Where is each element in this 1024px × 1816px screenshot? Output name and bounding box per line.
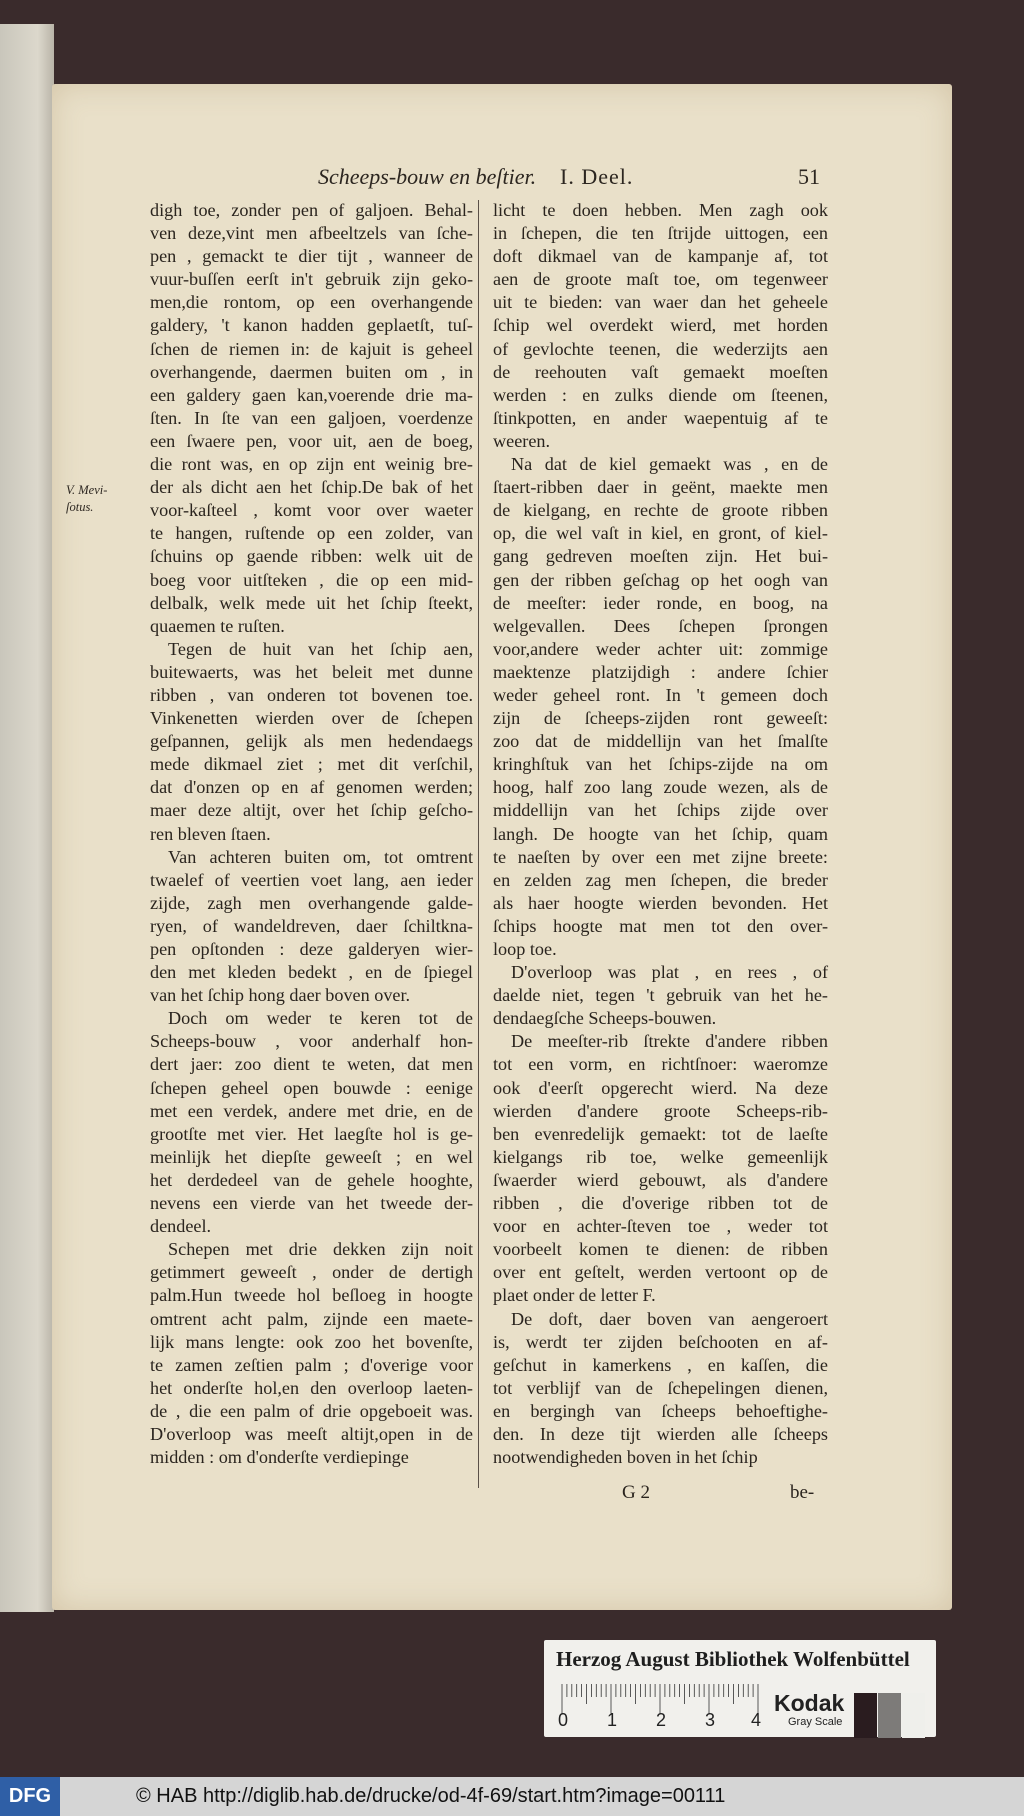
text-line: grootſte met vier. Het laegſte hol is ge- <box>150 1123 473 1144</box>
margin-note <box>66 482 107 516</box>
part-label: I. Deel. <box>560 164 634 189</box>
text-line: ven deze,vint men afbeeltzels van ſche- <box>150 223 473 244</box>
text-line: is, werdt ter zijden beſchooten en af- <box>493 1331 828 1352</box>
text-line: gen der ribben geſchag op het oogh van <box>493 569 828 590</box>
text-line: Van achteren buiten om, tot omtrent <box>168 846 473 867</box>
text-line: galdery, 't kanon hadden geplaetſt, tuſ- <box>150 315 473 336</box>
text-line: den. In deze tijt wierden alle ſcheeps <box>493 1423 828 1444</box>
text-line: ook d'eerſt opgerecht wierd. Na deze <box>493 1077 828 1098</box>
copyright-link[interactable]: © HAB http://diglib.hab.de/drucke/od-4f-69/start.htm?image=00111 <box>136 1785 726 1807</box>
ruler-label: 0 <box>558 1710 569 1730</box>
ruler-label: 1 <box>607 1710 618 1730</box>
gray-swatch-light <box>902 1693 925 1738</box>
signature-mark: G 2 <box>622 1482 650 1503</box>
text-line: mede dikmael ziet ; met dit verſchil, <box>150 754 473 775</box>
text-line: zijde, zagh men overhangende galde- <box>150 892 473 913</box>
text-line: palm.Hun tweede hol beſloeg in hoogte <box>150 1285 473 1306</box>
text-line: van het ſchip hong daer boven over. <box>150 985 411 1006</box>
text-line: den met kleden bedekt , en de ſpiegel <box>150 962 473 983</box>
text-line: lijk mans lengte: ook zoo het bovenſte, <box>150 1331 473 1352</box>
text-line: ribben , van onderen tot bovenen toe. <box>150 684 473 705</box>
text-line: zoo dat de middellijn van het ſmalſte <box>493 731 828 752</box>
text-line: getimmert geweeſt , onder de dertigh <box>150 1262 473 1283</box>
text-line: kielgangs rib toe, welke gemeenlijk <box>493 1146 828 1167</box>
text-line: dat d'onzen op en af genomen werden; <box>150 777 473 798</box>
text-line: quaemen te ruſten. <box>150 615 285 636</box>
text-line: hoog, half zoo lang zoude wezen, als de <box>493 777 828 798</box>
text-column-left <box>150 199 473 1469</box>
running-title: Scheeps-bouw en beſtier. <box>318 164 537 189</box>
text-line: plaet onder de letter F. <box>493 1285 656 1306</box>
catchword: be- <box>790 1482 815 1503</box>
text-line: licht te doen hebben. Men zagh ook <box>493 200 828 220</box>
text-line: uit te bieden: van waer dan het geheele <box>493 292 828 313</box>
text-line: te zamen zeſtien palm ; d'overige voor <box>150 1354 473 1375</box>
text-line: maektenze platzijdigh : andere ſchier <box>493 661 828 682</box>
text-line: Doch om weder te keren tot de <box>168 1008 473 1029</box>
text-line: ryen, of wandeldreven, daer ſchiltkna- <box>150 915 473 936</box>
text-line: ſchip wel overdekt wierd, met horden <box>493 315 828 336</box>
text-line: ſchepen geheel open bouwde : eenige <box>150 1077 473 1098</box>
dfg-logo: DFG <box>0 1777 60 1816</box>
ruler-label: 2 <box>656 1710 667 1730</box>
text-line: te naeſten by over een met zijne breete: <box>493 846 828 867</box>
column-divider <box>478 200 479 1488</box>
text-line: pen , gemackt te dier tijt , wanneer de <box>150 246 473 267</box>
text-line: met een verdek, andere met drie, en de <box>150 1100 473 1121</box>
text-line: overhangende, daermen buiten om , in <box>150 361 473 382</box>
text-line: op, die wel vaſt in kiel, en gront, of kiel- <box>493 523 828 544</box>
text-line: twaelef of veertien voet lang, aen ieder <box>150 869 473 890</box>
text-line: over ent geſtelt, werden vertoont op de <box>493 1262 828 1283</box>
text-line: D'overloop was plat , en rees , of <box>511 962 828 983</box>
text-line: of gevlochte teenen, die wederzijts aen <box>493 338 828 359</box>
text-line: Na dat de kiel gemaekt was , en de <box>511 454 828 475</box>
text-line: men,die rontom, op een overhangende <box>150 292 473 313</box>
text-line: geſchut in kamerkens , en kaſſen, die <box>493 1354 828 1375</box>
text-line: wierden d'andere groote Scheeps-rib- <box>493 1100 828 1121</box>
text-line: voorbeelt komen te dienen: de ribben <box>493 1239 828 1260</box>
text-line: ſchips hoogte mat men tot den over- <box>493 915 828 936</box>
library-name: Herzog August Bibliothek Wolfenbüttel <box>556 1647 910 1671</box>
text-line: daelde niet, tegen 't gebruik van het he- <box>493 985 828 1006</box>
text-line: De meeſter-rib ſtrekte d'andere ribben <box>511 1031 828 1052</box>
text-line: het onderſte hol,en den overloop laeten- <box>150 1377 473 1398</box>
text-line: Tegen de huit van het ſchip aen, <box>168 638 473 659</box>
text-line: tot een vorm, en richtſnoer: waeromze <box>493 1054 828 1075</box>
text-line: ſwaerder wierd gebouwt, als d'andere <box>493 1169 828 1190</box>
text-line: ren bleven ſtaen. <box>150 823 271 844</box>
text-line: maer deze altijt, over het ſchip geſcho- <box>150 800 473 821</box>
text-line: een ſwaere pen, voor uit, aen de boeg, <box>150 430 473 451</box>
text-line: ſchen de riemen in: de kajuit is geheel <box>150 338 473 359</box>
color-calibration-card <box>544 1640 936 1737</box>
text-line: aen de groote maſt toe, om tegenweer <box>493 269 828 290</box>
text-line: als haer hoogte wierden bevonden. Het <box>493 892 828 913</box>
kodak-logo: Kodak <box>774 1690 845 1716</box>
text-line: een galdery gaen kan,voerende drie ma- <box>150 384 473 405</box>
text-line: ſten. In ſte van een galjoen, voerdenze <box>150 407 473 428</box>
text-line: en zelden zag men ſchepen, die breder <box>493 869 828 890</box>
margin-note-line: V. Mevi- <box>66 483 108 497</box>
text-line: zijn de ſcheeps-zijden ront geweeſt: <box>493 708 828 729</box>
text-line: loop toe. <box>493 939 557 959</box>
text-line: geſpannen, gelijk als men hedendaegs <box>150 731 473 752</box>
text-line: midden : om d'onderſte verdiepinge <box>150 1447 409 1468</box>
text-line: te hangen, ruſtende op een zolder, van <box>150 523 473 544</box>
text-line: buitewaerts, was het beleit met dunne <box>150 661 473 682</box>
text-line: welgevallen. Dees ſchepen ſprongen <box>493 615 828 636</box>
text-line: dendaegſche Scheeps-bouwen. <box>493 1008 717 1029</box>
text-line: voor,andere weder achter uit: zommige <box>493 638 828 659</box>
text-line: de , die een palm of drie opgeboeit was. <box>150 1400 473 1421</box>
text-line: boeg voor uitſteken , die op een mid- <box>150 569 473 590</box>
text-line: digh toe, zonder pen of galjoen. Behal- <box>150 200 473 220</box>
text-line: langh. De hoogte van het ſchip, quam <box>493 823 828 844</box>
text-line: ſchuins op gaende ribben: welk uit de <box>150 546 473 567</box>
page-number: 51 <box>798 164 820 189</box>
text-line: Schepen met drie dekken zijn noit <box>168 1239 473 1260</box>
gray-scale-label: Gray Scale <box>788 1716 843 1728</box>
text-line: ribben , die d'overige ribben tot de <box>493 1193 828 1214</box>
text-line: die ront was, en op zijn ent weinig bre- <box>150 454 473 475</box>
gray-swatch-mid <box>878 1693 901 1738</box>
text-line: delbalk, welk mede uit het ſchip ſteekt, <box>150 592 473 613</box>
text-line: voor-kaſteel , komt voor over waeter <box>150 500 473 521</box>
ruler-label: 3 <box>705 1710 716 1730</box>
text-line: ſtaert-ribben daer in geënt, maekte men <box>493 477 828 498</box>
text-line: nootwendigheden boven in het ſchip <box>493 1447 758 1468</box>
text-line: ben evenredelijk gemaekt: tot de laeſte <box>493 1123 828 1144</box>
text-line: tot verblijf van de ſchepelingen dienen, <box>493 1377 828 1398</box>
text-line: De doft, daer boven van aengeroert <box>511 1308 828 1329</box>
text-line: weder geheel ront. In 't gemeen doch <box>493 684 828 705</box>
text-line: ſtinkpotten, en ander waepentuig af te <box>493 407 828 428</box>
facing-page-edge <box>0 24 54 1612</box>
text-line: middellijn van het ſchips zijde over <box>493 800 828 821</box>
text-line: kringhſtuk van het ſchips-zijde na om <box>493 754 828 775</box>
text-line: de meeſter: ieder ronde, en boog, na <box>493 592 828 613</box>
text-line: de kielgang, en rechte de groote ribben <box>493 500 828 521</box>
text-line: meinlijk het diepſte geweeſt ; en wel <box>150 1146 473 1167</box>
text-line: Vinkenetten wierden over de ſchepen <box>150 708 473 729</box>
text-line: Scheeps-bouw , voor anderhalf hon- <box>150 1031 473 1052</box>
text-line: weeren. <box>493 430 551 451</box>
text-line: der als dicht aen het ſchip.De bak of het <box>150 477 473 498</box>
text-line: dert jaer: zoo dient te weten, dat men <box>150 1054 473 1075</box>
text-line: omtrent acht palm, zijnde een maete- <box>150 1308 473 1329</box>
text-line: en bergingh van ſcheeps behoeftighe- <box>493 1400 828 1421</box>
text-line: werden : en zulks diende om ſteenen, <box>493 384 828 405</box>
margin-note-line: ſotus. <box>66 500 94 514</box>
text-line: gang gedreven moeſten zijn. Het bui- <box>493 546 828 567</box>
text-line: de reehouten vaſt gemaekt moeſten <box>493 361 828 382</box>
text-line: het derdedeel van de gehele hooghte, <box>150 1169 473 1190</box>
text-line: pen opſtonden : deze galderyen wier- <box>150 939 473 959</box>
text-line: vuur-buſſen eerſt in't gebruik zijn geko- <box>150 269 473 290</box>
text-line: dendeel. <box>150 1216 212 1237</box>
gray-swatch-dark <box>854 1693 877 1738</box>
ruler-label: 4 <box>751 1710 762 1730</box>
text-line: in ſchepen, die ten ſtrijde uittogen, een <box>493 223 828 244</box>
text-column-right <box>493 199 828 1469</box>
viewer-footer <box>0 1777 1024 1816</box>
text-line: nevens een vierde van het tweede der- <box>150 1193 473 1214</box>
text-line: voor en achter-ſteven toe , weder tot <box>493 1216 828 1237</box>
text-line: doft dikmael van de kampanje af, tot <box>493 246 828 267</box>
text-line: D'overloop was meeſt altijt,open in de <box>150 1423 473 1444</box>
